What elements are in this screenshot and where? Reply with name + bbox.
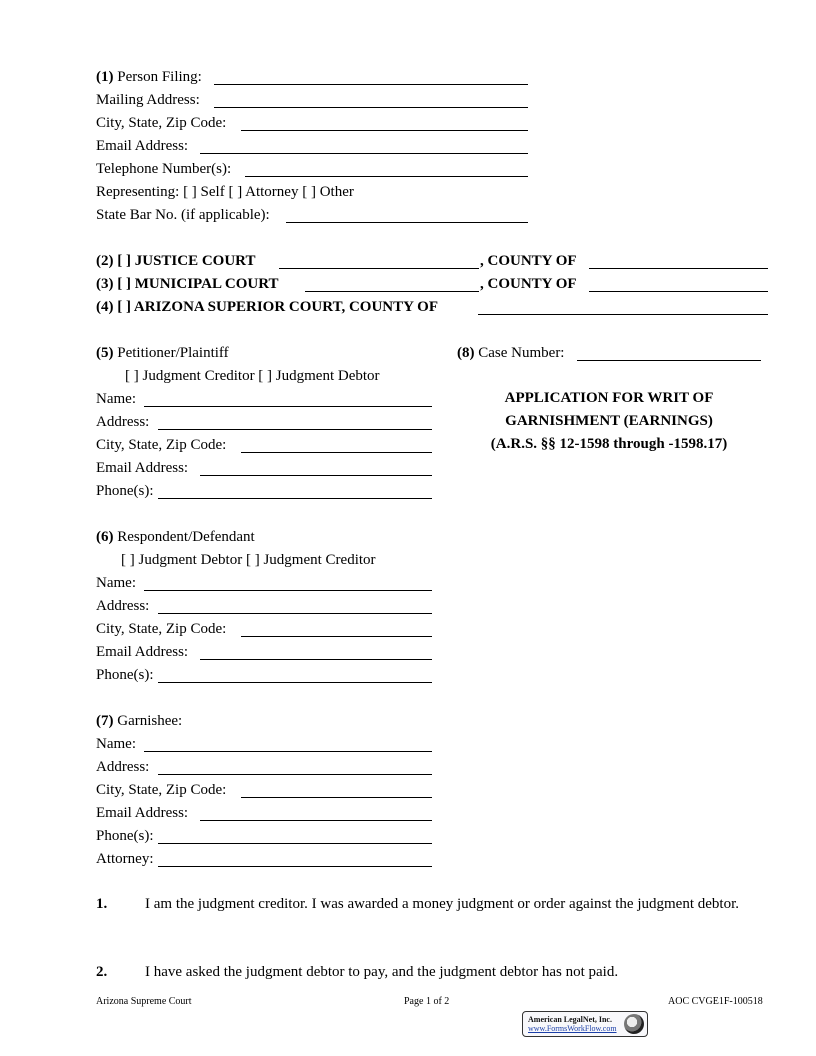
respondent-heading: (6) Respondent/Defendant (96, 529, 255, 545)
respondent-checkboxes[interactable]: [ ] Judgment Debtor [ ] Judgment Creditor (121, 552, 376, 568)
petitioner-heading: (5) Petitioner/Plaintiff (96, 345, 229, 361)
mailing-address-field[interactable] (214, 93, 528, 108)
state-bar-label: State Bar No. (if applicable): (96, 207, 270, 223)
garnishee-city-field[interactable] (241, 783, 432, 798)
petitioner-checkboxes[interactable]: [ ] Judgment Creditor [ ] Judgment Debtor (125, 368, 380, 384)
petitioner-email-field[interactable] (200, 461, 432, 476)
respondent-phone-label: Phone(s): (96, 667, 154, 683)
person-filing-label: (1) Person Filing: (96, 69, 202, 85)
form-title-line1: APPLICATION FOR WRIT OF (504, 390, 714, 406)
petitioner-email-label: Email Address: (96, 460, 189, 476)
paragraph-number: 1. (96, 896, 108, 912)
municipal-county-label: , COUNTY OF (480, 276, 577, 292)
petitioner-city-label: City, State, Zip Code: (96, 437, 227, 453)
justice-county-field[interactable] (589, 254, 768, 269)
respondent-city-field[interactable] (241, 622, 432, 637)
garnishee-email-label: Email Address: (96, 805, 189, 821)
respondent-name-label: Name: (96, 575, 136, 591)
footer-form-code: AOC CVGE1F-100518 (668, 996, 763, 1007)
petitioner-city-field[interactable] (241, 438, 432, 453)
garnishee-address-field[interactable] (158, 760, 432, 775)
paragraph-number: 2. (96, 964, 108, 980)
garnishee-heading: (7) Garnishee: (96, 713, 183, 729)
footer-court: Arizona Supreme Court (96, 996, 192, 1007)
legalnet-badge[interactable] (522, 1011, 648, 1037)
city-state-zip-field[interactable] (241, 116, 528, 131)
petitioner-name-label: Name: (96, 391, 136, 407)
case-number-label: (8) Case Number: (457, 345, 565, 361)
badge-company: American LegalNet, Inc. (528, 1015, 612, 1024)
form-title-line2: GARNISHMENT (EARNINGS) (505, 413, 713, 429)
paragraph-text: I am the judgment creditor. I was awarded a money judgment or order against the judgment debtor. (145, 896, 739, 912)
garnishee-attorney-label: Attorney: (96, 851, 154, 867)
municipal-court-field[interactable] (305, 277, 479, 292)
representing-checkboxes[interactable]: Representing: [ ] Self [ ] Attorney [ ] Other (96, 184, 354, 200)
superior-court-label[interactable]: (4) [ ] ARIZONA SUPERIOR COURT, COUNTY OF (96, 299, 438, 315)
respondent-email-label: Email Address: (96, 644, 189, 660)
person-filing-field[interactable] (214, 70, 528, 85)
justice-court-field[interactable] (279, 254, 479, 269)
respondent-email-field[interactable] (200, 645, 432, 660)
badge-link[interactable]: www.FormsWorkFlow.com (528, 1024, 617, 1033)
municipal-court-label[interactable]: (3) [ ] MUNICIPAL COURT (96, 276, 279, 292)
justice-court-label[interactable]: (2) [ ] JUSTICE COURT (96, 253, 256, 269)
city-state-zip-label: City, State, Zip Code: (96, 115, 227, 131)
garnishee-attorney-field[interactable] (158, 852, 432, 867)
email-label: Email Address: (96, 138, 189, 154)
garnishee-name-field[interactable] (144, 737, 432, 752)
form-title-line3: (A.R.S. §§ 12-1598 through -1598.17) (490, 436, 728, 452)
respondent-address-label: Address: (96, 598, 150, 614)
garnishee-phone-label: Phone(s): (96, 828, 154, 844)
respondent-city-label: City, State, Zip Code: (96, 621, 227, 637)
petitioner-address-field[interactable] (158, 415, 432, 430)
state-bar-field[interactable] (286, 208, 528, 223)
case-number-field[interactable] (577, 346, 761, 361)
petitioner-phone-label: Phone(s): (96, 483, 154, 499)
respondent-phone-field[interactable] (158, 668, 432, 683)
email-field[interactable] (200, 139, 528, 154)
footer-page-number: Page 1 of 2 (404, 996, 450, 1007)
respondent-address-field[interactable] (158, 599, 432, 614)
telephone-label: Telephone Number(s): (96, 161, 232, 177)
petitioner-phone-field[interactable] (158, 484, 432, 499)
telephone-field[interactable] (245, 162, 528, 177)
mailing-address-label: Mailing Address: (96, 92, 200, 108)
paragraph-text: I have asked the judgment debtor to pay, and the judgment debtor has not paid. (145, 964, 619, 980)
garnishee-name-label: Name: (96, 736, 136, 752)
garnishee-city-label: City, State, Zip Code: (96, 782, 227, 798)
justice-county-label: , COUNTY OF (480, 253, 577, 269)
garnishee-phone-field[interactable] (158, 829, 432, 844)
globe-icon (624, 1014, 644, 1034)
superior-county-field[interactable] (478, 300, 768, 315)
garnishee-address-label: Address: (96, 759, 150, 775)
petitioner-address-label: Address: (96, 414, 150, 430)
respondent-name-field[interactable] (144, 576, 432, 591)
garnishee-email-field[interactable] (200, 806, 432, 821)
municipal-county-field[interactable] (589, 277, 768, 292)
petitioner-name-field[interactable] (144, 392, 432, 407)
